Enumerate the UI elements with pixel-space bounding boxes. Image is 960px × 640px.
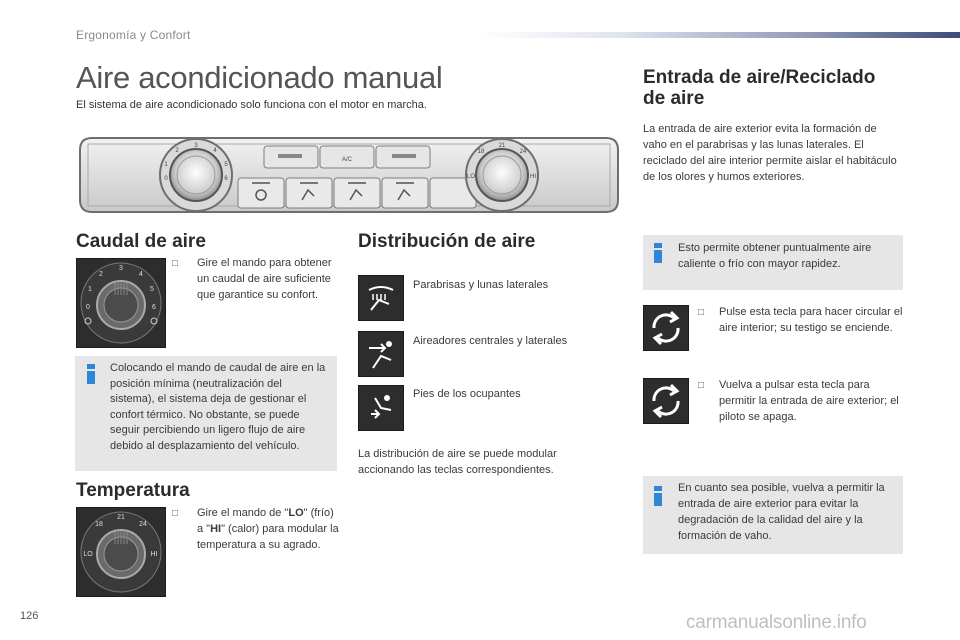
right-knob-scale-21: 21 bbox=[498, 143, 506, 149]
ac-label: A/C bbox=[341, 157, 353, 163]
right-knob-scale-18: 18 bbox=[477, 149, 485, 155]
temp-text-part: " (calor) para modular la temperatura a su agrado. bbox=[197, 523, 339, 551]
bullet-marker: □ bbox=[172, 258, 179, 269]
page-number: 126 bbox=[20, 610, 39, 622]
caudal-info-box bbox=[75, 356, 337, 471]
entrada-intro: La entrada de aire exterior evita la formación de vaho en el parabrisas y las lunas laterales. El reciclado del aire interior permite aislar el habitáculo de los olores y humos exteriores. bbox=[643, 123, 897, 183]
recirculation-button-off-image bbox=[643, 378, 689, 424]
fan-dial-label-4: 4 bbox=[139, 271, 143, 278]
distribucion-item-vents: Aireadores centrales y laterales bbox=[413, 335, 568, 347]
intro-text: El sistema de aire acondicionado solo funciona con el motor en marcha. bbox=[76, 99, 427, 111]
temp-dial-label-lo: LO bbox=[83, 551, 93, 558]
face-vent-icon bbox=[359, 332, 403, 376]
left-knob-scale-5: 5 bbox=[224, 162, 228, 168]
fan-dial-label-0: 0 bbox=[86, 304, 90, 311]
left-knob-scale-3: 3 bbox=[194, 143, 198, 149]
left-knob-scale-0: 0 bbox=[164, 176, 168, 182]
distribucion-item-windscreen: Parabrisas y lunas laterales bbox=[413, 279, 549, 291]
fan-dial-label-1: 1 bbox=[88, 286, 92, 293]
distribucion-note: La distribución de aire se puede modular accionando las teclas correspondientes. bbox=[358, 448, 557, 476]
windscreen-demist-image bbox=[358, 275, 404, 321]
control-panel-illustration bbox=[78, 134, 620, 216]
entrada-heading-line2: de aire bbox=[643, 88, 705, 109]
temp-dial-label-24: 24 bbox=[139, 521, 147, 528]
entrada-bullet-press: Pulse esta tecla para hacer circular el aire interior; su testigo se enciende. bbox=[719, 306, 903, 334]
entrada-info-text-2: En cuanto sea posible, vuelva a permitir la entrada de aire exterior para evitar la degradación de la calidad del aire y la formación de vaho. bbox=[678, 482, 885, 542]
page-title: Aire acondicionado manual bbox=[76, 60, 443, 95]
entrada-bullet-press-again: Vuelva a pulsar esta tecla para permitir la entrada de aire exterior; el piloto se apaga. bbox=[719, 379, 899, 423]
fan-dial-label-5: 5 bbox=[150, 286, 154, 293]
recirculation-button-on-image bbox=[643, 305, 689, 351]
entrada-heading-line1: Entrada de aire/Reciclado bbox=[643, 67, 876, 88]
temp-dial-label-21: 21 bbox=[117, 514, 125, 521]
temp-text-part: Gire el mando de " bbox=[197, 507, 289, 519]
feet-vents-image bbox=[358, 385, 404, 431]
bullet-marker: □ bbox=[698, 380, 705, 391]
caudal-info-text: Colocando el mando de caudal de aire en la posición mínima (neutralización del sistema), el sistema deja de gestionar el confort térmico. No obstante, se puede seguir percibiendo un ligero flujo de aire debido al desplazamiento del vehículo. bbox=[110, 362, 326, 452]
caudal-heading: Caudal de aire bbox=[76, 231, 206, 252]
windscreen-icon bbox=[359, 276, 403, 320]
recirculation-icon bbox=[644, 306, 688, 350]
left-knob-scale-4: 4 bbox=[213, 148, 217, 154]
lo-label: LO bbox=[288, 507, 304, 519]
section-label: Ergonomía y Confort bbox=[76, 28, 191, 42]
temperatura-heading: Temperatura bbox=[76, 480, 190, 501]
entrada-info-text: Esto permite obtener puntualmente aire caliente o frío con mayor rapidez. bbox=[678, 242, 872, 270]
distribucion-heading: Distribución de aire bbox=[358, 231, 536, 252]
entrada-info-box-2 bbox=[643, 476, 903, 554]
left-knob-scale-2: 2 bbox=[175, 148, 179, 154]
right-knob-scale-hi: HI bbox=[530, 174, 536, 180]
fan-dial-label-2: 2 bbox=[99, 271, 103, 278]
header-gradient-bar bbox=[478, 32, 960, 38]
watermark: carmanualsonline.info bbox=[686, 612, 867, 633]
temperature-dial-image bbox=[76, 507, 166, 597]
caudal-instruction: Gire el mando para obtener un caudal de aire suficiente que garantice su confort. bbox=[197, 257, 332, 301]
left-knob-scale-6: 6 bbox=[224, 176, 228, 182]
fan-dial-image bbox=[76, 258, 166, 348]
right-knob-scale-lo: LO bbox=[466, 174, 476, 180]
temperatura-instruction bbox=[197, 505, 339, 553]
bullet-marker: □ bbox=[172, 508, 179, 519]
feet-vent-icon bbox=[359, 386, 403, 430]
left-knob-scale-1: 1 bbox=[164, 162, 168, 168]
info-icon bbox=[654, 243, 662, 263]
fan-dial-label-6: 6 bbox=[152, 304, 156, 311]
bullet-marker: □ bbox=[698, 307, 705, 318]
face-vents-image bbox=[358, 331, 404, 377]
temp-dial-label-hi: HI bbox=[150, 551, 158, 558]
info-icon bbox=[87, 364, 95, 384]
temp-text-part: " (frío) a " bbox=[197, 507, 334, 535]
recirculation-icon bbox=[644, 379, 688, 423]
hi-label: HI bbox=[210, 523, 222, 535]
info-icon bbox=[654, 486, 662, 506]
distribucion-item-feet: Pies de los ocupantes bbox=[413, 388, 521, 400]
right-knob-scale-24: 24 bbox=[519, 149, 527, 155]
entrada-heading bbox=[643, 67, 875, 109]
entrada-info-box bbox=[643, 235, 903, 290]
fan-dial-label-3: 3 bbox=[119, 265, 123, 272]
temp-dial-label-18: 18 bbox=[95, 521, 103, 528]
